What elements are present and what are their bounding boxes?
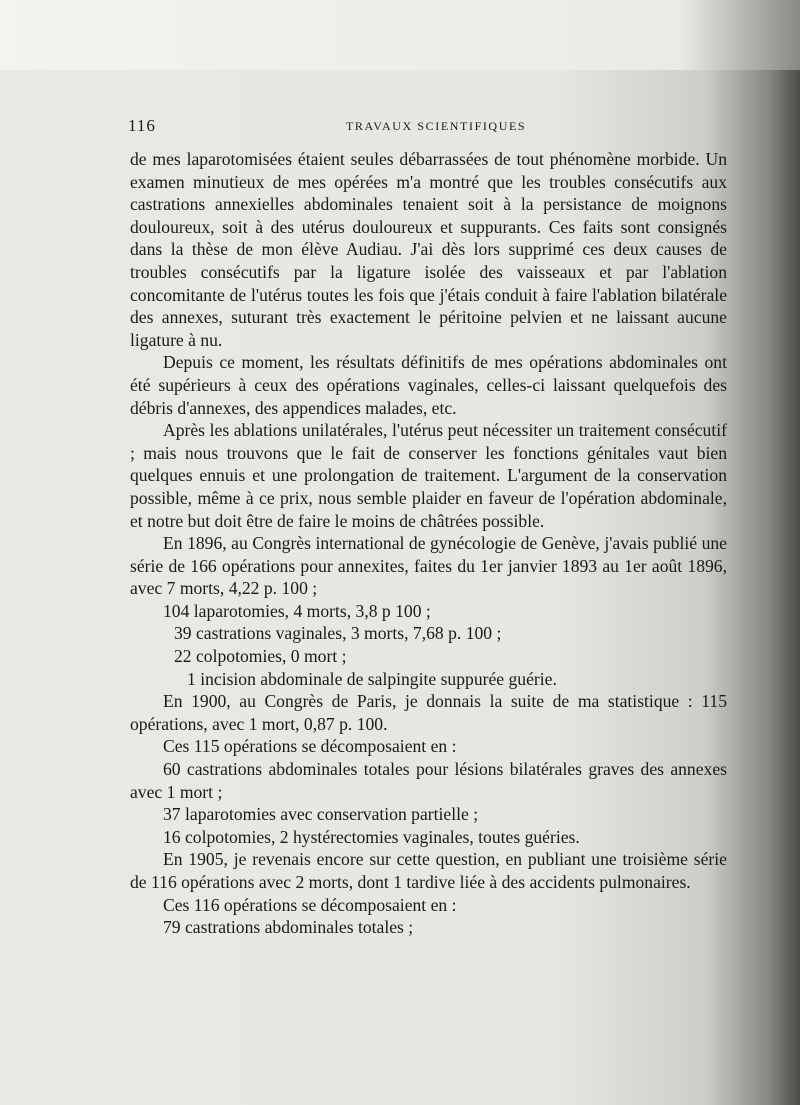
paragraph-decomposition-1900: Ces 115 opérations se décomposaient en : — [163, 736, 457, 757]
list-item-castrations-totales: 79 castrations abdominales totales ; — [163, 917, 414, 938]
paragraph-decomposition-1905: Ces 116 opérations se décomposaient en : — [163, 894, 457, 915]
paragraph-1900: En 1900, au Congrès de Paris, je donnais la suite de ma statistique : 115 opérations, avec 1 mort, 0,87 p. 100. — [130, 691, 727, 734]
paragraph-apres: Après les ablations unilatérales, l'utérus peut nécessiter un traitement consécutif ; mais nous trouvons que le fait de conserver les fonctions génitales vaut bien quelques ennuis et une prolongation de traitement. L'argument de la conservation possible, même à ce prix, nous semble plaider en faveur de l'opération abdominale, et notre but doit être de faire le moins de châtrées possible. — [130, 420, 727, 531]
paragraph-1905: En 1905, je revenais encore sur cette question, en publiant une troisième série de 116 opérations avec 2 morts, dont 1 tardive liée à des accidents pulmonaires. — [130, 849, 727, 892]
list-item-castrations-abdominales: 60 castrations abdominales totales pour lésions bilatérales graves des annexes avec 1 mort ; — [130, 759, 727, 802]
body-text — [130, 148, 727, 939]
list-item-castrations-vaginales: 39 castrations vaginales, 3 morts, 7,68 p. 100 ; — [174, 623, 502, 644]
list-item-colpotomies: 22 colpotomies, 0 mort ; — [174, 646, 347, 667]
list-item-hysterectomies: 16 colpotomies, 2 hystérectomies vaginales, toutes guéries. — [163, 826, 580, 847]
top-margin — [0, 0, 800, 70]
page-header — [128, 116, 728, 138]
list-item-laparotomies: 104 laparotomies, 4 morts, 3,8 p 100 ; — [163, 600, 431, 621]
paragraph-continuation: de mes laparotomisées étaient seules débarrassées de tout phénomène morbide. Un examen minutieux de mes opérées m'a montré que les troubles consécutifs aux castrations annexielles abdominales tenaient soit à la persistance de moignons douloureux, soit à des utérus douloureux et suppurants. Ces faits sont consignés dans la thèse de mon élève Audiau. J'ai dès lors supprimé ces deux causes de troubles consécutifs par la ligature isolée des vaisseaux et par l'ablation concomitante de l'utérus toutes les fois que j'étais conduit à faire l'ablation bilatérale des annexes, suturant très exactement le péritoine pelvien et ne laissant aucune ligature à nu. — [130, 149, 727, 350]
paragraph-1896: En 1896, au Congrès international de gynécologie de Genève, j'avais publié une série de 166 opérations pour annexites, faites du 1er janvier 1893 au 1er août 1896, avec 7 morts, 4,22 p. 100 ; — [130, 533, 727, 599]
running-head: TRAVAUX SCIENTIFIQUES — [346, 119, 527, 133]
page-number: 116 — [128, 116, 156, 135]
list-item-conservation: 37 laparotomies avec conservation partielle ; — [163, 804, 479, 825]
paragraph-depuis: Depuis ce moment, les résultats définitifs de mes opérations abdominales ont été supérieurs à ceux des opérations vaginales, celles-ci laissant quelquefois des débris d'annexes, des appendices malades, etc. — [130, 352, 727, 418]
list-item-incision: 1 incision abdominale de salpingite suppurée guérie. — [187, 668, 557, 689]
